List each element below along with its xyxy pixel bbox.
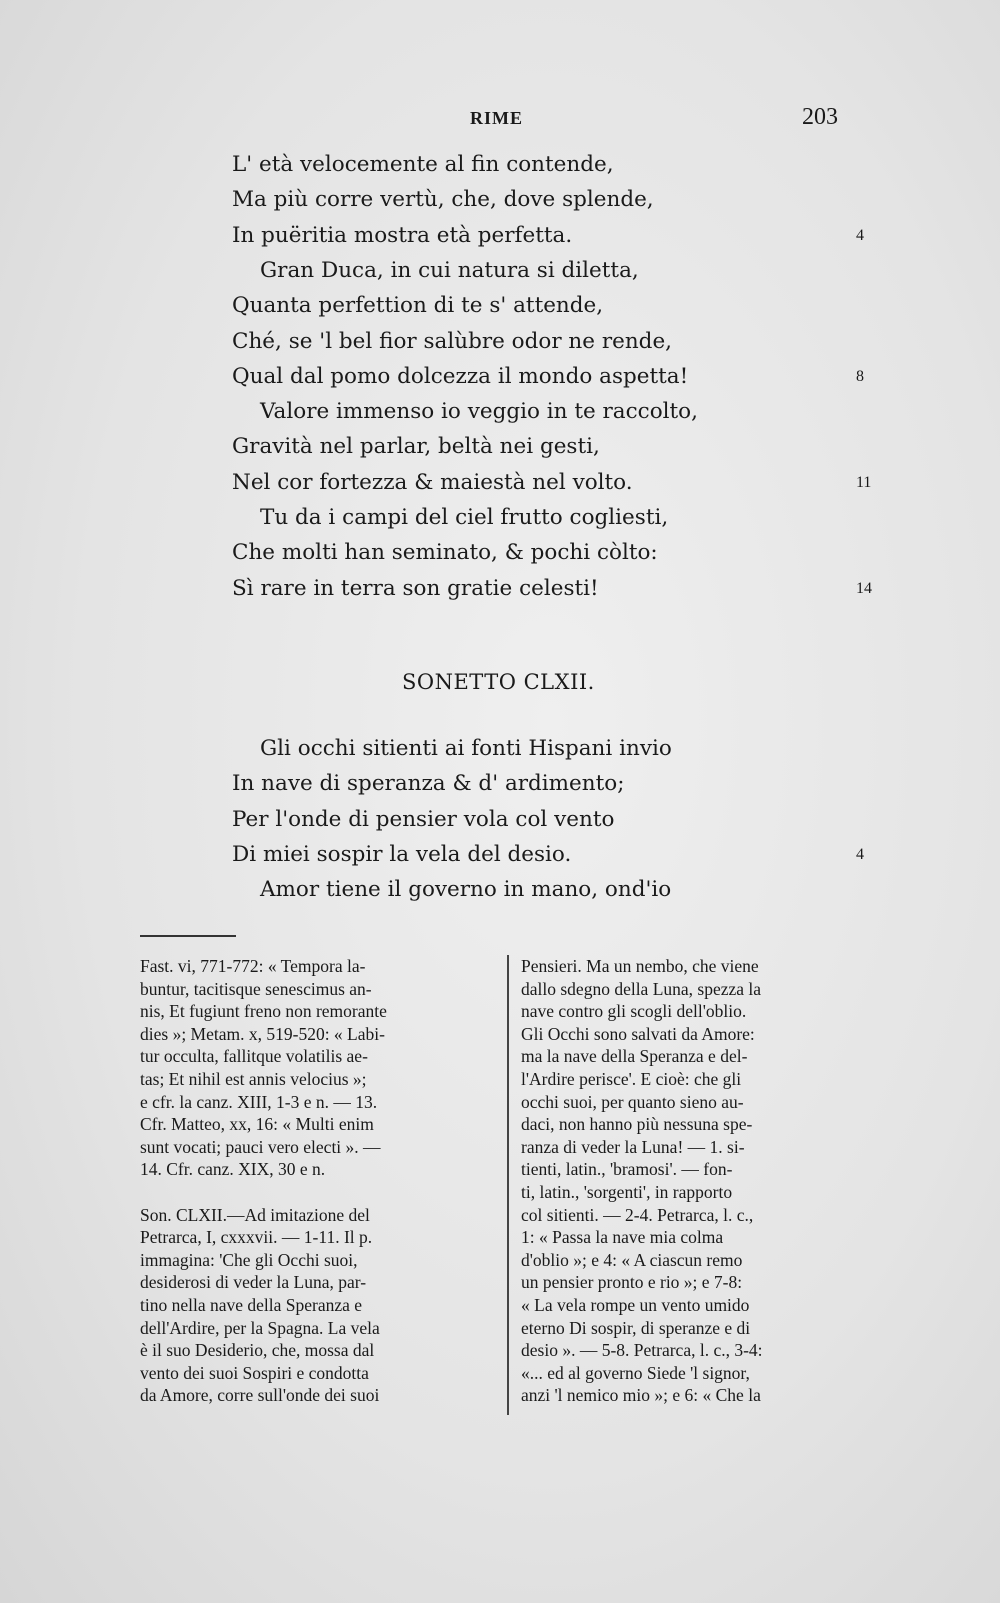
footnote-line: immagina: 'Che gli Occhi suoi, — [140, 1249, 358, 1270]
verse-line: Sì rare in terra son gratie celesti! — [232, 575, 599, 601]
footnote-line: d'oblio »; e 4: « A ciascun remo — [521, 1249, 743, 1270]
footnote-line: «... ed al governo Siede 'l signor, — [521, 1362, 750, 1383]
footnote-line: Son. CLXII.—Ad imitazione del — [140, 1204, 370, 1225]
footnote-line: sunt vocati; pauci vero electi ». — — [140, 1136, 381, 1157]
line-number: 14 — [856, 579, 872, 597]
footnote-line: nave contro gli scogli dell'oblio. — [521, 1001, 747, 1022]
verse-line: Che molti han seminato, & pochi còlto: — [232, 540, 658, 566]
footnote-line: anzi 'l nemico mio »; e 6: « Che la — [521, 1385, 761, 1406]
verse-line: Di miei sospir la vela del desio. — [232, 841, 572, 867]
verse-line: Amor tiene il governo in mano, ond'io — [260, 877, 672, 903]
footnote-line: Petrarca, I, cxxxvii. — 1-11. Il p. — [140, 1227, 373, 1248]
footnote-rule — [140, 935, 236, 937]
line-number: 4 — [856, 226, 864, 244]
footnote-line: Cfr. Matteo, xx, 16: « Multi enim — [140, 1114, 374, 1135]
footnote-line: Fast. vi, 771-772: « Tempora la- — [140, 956, 366, 976]
footnote-line: desio ». — 5-8. Petrarca, l. c., 3-4: — [521, 1340, 763, 1361]
footnote-line: tienti, latin., 'bramosi'. — fon- — [521, 1159, 733, 1180]
footnote-line: col sitienti. — 2-4. Petrarca, l. c., — [521, 1204, 754, 1225]
footnote-line: tino nella nave della Speranza e — [140, 1295, 363, 1315]
footnote-line: ma la nave della Speranza e del- — [521, 1046, 748, 1067]
footnote-line: nis, Et fugiunt freno non remorante — [140, 1001, 387, 1022]
footnote-line: tas; Et nihil est annis velocius »; — [140, 1069, 367, 1089]
line-number: 8 — [856, 367, 864, 385]
footnote-line: dell'Ardire, per la Spagna. La vela — [140, 1317, 380, 1338]
verse-line: In nave di speranza & d' ardimento; — [232, 771, 625, 797]
verse-line: Gran Duca, in cui natura si diletta, — [260, 257, 639, 283]
footnote-line: dallo sdegno della Luna, spezza la — [521, 978, 762, 999]
page-number: 203 — [802, 104, 838, 130]
verse-line: Valore immenso io veggio in te raccolto, — [260, 399, 698, 425]
verse-line: In puëritia mostra età perfetta. — [232, 222, 573, 248]
verse-line: Qual dal pomo dolcezza il mondo aspetta! — [232, 363, 689, 389]
verse-line: Ché, se 'l bel fior salùbre odor ne rende, — [232, 328, 673, 354]
footnote-line: un pensier pronto e rio »; e 7-8: — [521, 1272, 743, 1293]
footnote-line: tur occulta, fallitque volatilis ae- — [140, 1046, 368, 1067]
footnote-line: 14. Cfr. canz. XIX, 30 e n. — [140, 1159, 326, 1180]
footnote-line: 1: « Passa la nave mia colma — [521, 1227, 724, 1248]
footnote-line: Pensieri. Ma un nembo, che viene — [521, 956, 759, 976]
verse-line: Gli occhi sitienti ai fonti Hispani invio — [260, 736, 672, 761]
footnote-line: vento dei suoi Sospiri e condotta — [140, 1362, 369, 1383]
verse-line: Gravità nel parlar, beltà nei gesti, — [232, 434, 600, 460]
footnote-line: l'Ardire perisce'. E cioè: che gli — [521, 1069, 742, 1089]
verse-line: Per l'onde di pensier vola col vento — [232, 806, 615, 832]
footnote-line: « La vela rompe un vento umido — [521, 1295, 750, 1315]
verse-line: L' età velocemente al fin contende, — [232, 152, 614, 177]
footnote-line: e cfr. la canz. XIII, 1-3 e n. — 13. — [140, 1091, 378, 1112]
footnote-line: occhi suoi, per quanto sieno au- — [521, 1091, 744, 1112]
verse-line: Quanta perfettion di te s' attende, — [232, 293, 604, 319]
footnote-line: daci, non hanno più nessuna spe- — [521, 1114, 753, 1135]
footnote-line: dies »; Metam. x, 519-520: « Labi- — [140, 1023, 385, 1044]
footnote-line: da Amore, corre sull'onde dei suoi — [140, 1385, 380, 1406]
line-number: 11 — [856, 473, 872, 491]
footnote-line: ti, latin., 'sorgenti', in rapporto — [521, 1182, 733, 1202]
verse-line: Nel cor fortezza & maiestà nel volto. — [232, 469, 633, 495]
footnote-line: desiderosi di veder la Luna, par- — [140, 1272, 367, 1293]
footnote-line: ranza di veder la Luna! — 1. si- — [521, 1136, 745, 1157]
footnote-line: Gli Occhi sono salvati da Amore: — [521, 1023, 755, 1044]
sonnet-title: SONETTO CLXII. — [402, 670, 595, 694]
footnote-line: è il suo Desiderio, che, mossa dal — [140, 1340, 375, 1361]
footnote-line: buntur, tacitisque senescimus an- — [140, 978, 372, 999]
line-number: 4 — [856, 845, 864, 863]
column-divider — [507, 955, 509, 1415]
footnote-line: eterno Di sospir, di speranze e di — [521, 1317, 751, 1338]
running-head: RIME — [470, 108, 523, 128]
verse-line: Ma più corre vertù, che, dove splende, — [232, 187, 654, 213]
verse-line: Tu da i campi del ciel frutto cogliesti, — [260, 505, 669, 530]
